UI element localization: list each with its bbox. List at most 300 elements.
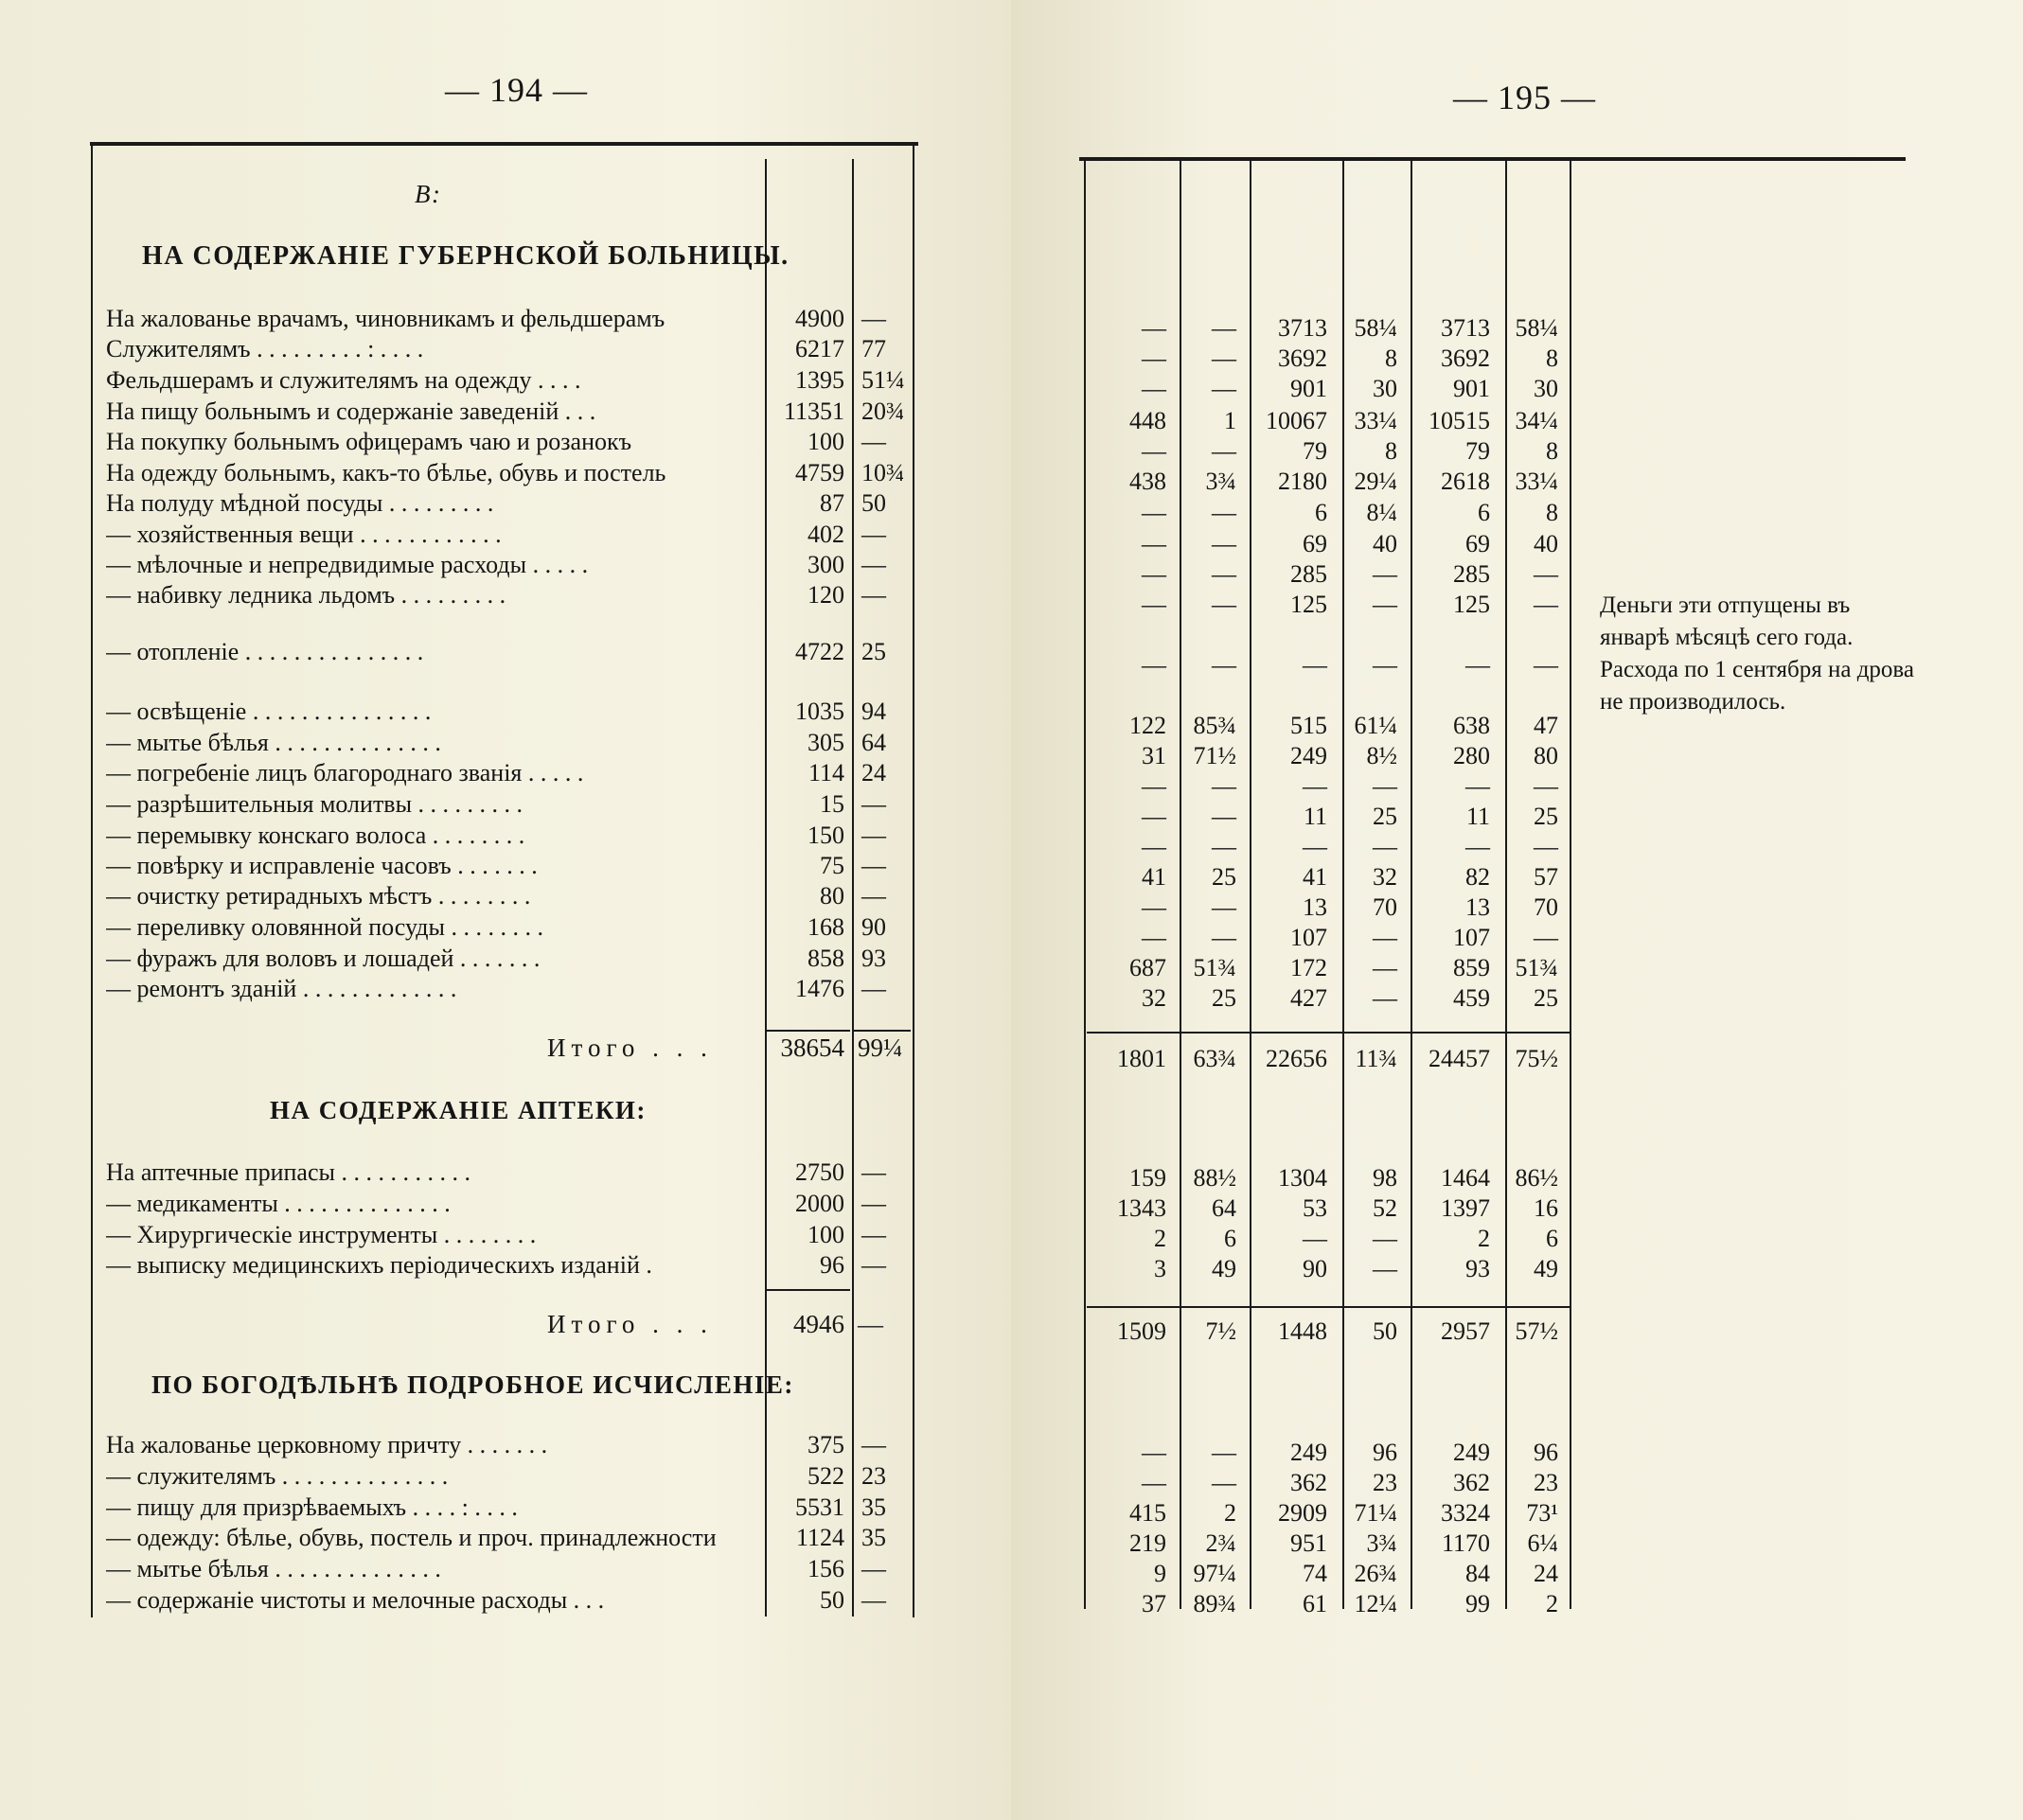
hospital-label: — отопленіе . . . . . . . . . . . . . . .: [106, 638, 424, 665]
col-b-kop: —: [1373, 924, 1397, 951]
col-c-rub: —: [1465, 651, 1490, 679]
hospital-kop: 24: [861, 759, 886, 786]
almshouse-label: — мытье бѣлья . . . . . . . . . . . . . .: [106, 1555, 441, 1582]
col-c-rub: 285: [1453, 560, 1490, 588]
col-a-kop: 71½: [1193, 742, 1236, 769]
total-hospital-kop: 99¼: [858, 1034, 903, 1062]
hospital-rub: 80: [820, 882, 844, 910]
pharmacy-rub: 100: [807, 1221, 844, 1248]
almshouse-label: — служителямъ . . . . . . . . . . . . . .: [106, 1462, 449, 1490]
pharmacy-row: [106, 1219, 911, 1250]
heading-hospital: НА СОДЕРЖАНІЕ ГУБЕРНСКОЙ БОЛЬНИЦЫ.: [142, 241, 790, 271]
hospital-label: На покупку больнымъ офицерамъ чаю и розанокъ: [106, 428, 632, 455]
col-a-kop: —: [1212, 560, 1236, 588]
col-c-rub: 2: [1478, 1225, 1490, 1252]
col-a-kop: 25: [1212, 863, 1236, 891]
col-b-rub: 74: [1303, 1560, 1327, 1587]
hospital-rub: 858: [807, 945, 844, 972]
almshouse-row: [106, 1460, 911, 1492]
col-a-rub: 448: [1129, 407, 1166, 434]
almshouse-label: — одежду: бѣлье, обувь, постель и проч. принадлежности: [106, 1524, 717, 1551]
hospital-row: [106, 911, 911, 943]
col-a-rub: 1509: [1117, 1317, 1166, 1345]
col-a-kop: —: [1212, 437, 1236, 465]
col-c-rub: 69: [1465, 530, 1490, 557]
hospital-label: — ремонтъ зданій . . . . . . . . . . . . .: [106, 975, 457, 1002]
col-b-rub: 249: [1290, 1439, 1327, 1466]
col-b-kop: 96: [1373, 1439, 1397, 1466]
pharmacy-row: [106, 1188, 911, 1219]
col-a-rub: 32: [1142, 984, 1166, 1012]
page-number-left: — 194 —: [445, 71, 588, 109]
col-c-kop: 24: [1534, 1560, 1558, 1587]
almshouse-row: [106, 1584, 911, 1616]
col-a-rub: 41: [1142, 863, 1166, 891]
col-b-rub: —: [1303, 772, 1327, 800]
hospital-row: [106, 696, 911, 727]
col-a-kop: 85¾: [1193, 712, 1236, 739]
col-c-rub: 859: [1453, 954, 1490, 981]
col-b-kop: —: [1373, 954, 1397, 981]
heading-almshouse: ПО БОГОДѢЛЬНѢ ПОДРОБНОЕ ИСЧИСЛЕНІЕ:: [151, 1370, 794, 1399]
col-b-rub: 10067: [1266, 407, 1327, 434]
col-c-kop: 25: [1534, 984, 1558, 1012]
hospital-rub: 4900: [795, 305, 844, 332]
hospital-kop: 64: [861, 729, 886, 756]
col-b-kop: 25: [1373, 803, 1397, 830]
col-b-kop: 58¼: [1354, 314, 1397, 342]
col-b-kop: —: [1373, 651, 1397, 679]
col-b-kop: 3¾: [1366, 1529, 1397, 1557]
col-a-rub: 31: [1142, 742, 1166, 769]
hospital-row: [106, 820, 911, 851]
col-c-kop: 8: [1546, 345, 1558, 372]
col-a-kop: 2: [1224, 1499, 1236, 1527]
col-b-kop: 50: [1373, 1317, 1397, 1345]
col-b-kop: 8: [1385, 437, 1397, 465]
hospital-kop: —: [861, 852, 886, 879]
col-c-rub: 362: [1453, 1469, 1490, 1496]
col-c-kop: 58¼: [1515, 314, 1558, 342]
col-a-rub: 219: [1129, 1529, 1166, 1557]
col-a-kop: 3¾: [1205, 468, 1236, 495]
hospital-rub: 15: [820, 790, 844, 818]
hospital-label: — повѣрку и исправленіе часовъ . . . . . . .: [106, 852, 538, 879]
col-c-rub: 99: [1465, 1590, 1490, 1617]
hospital-row: [106, 396, 911, 427]
col-a-kop: —: [1212, 345, 1236, 372]
col-c-kop: 34¼: [1515, 407, 1558, 434]
right-col-line-6: [1570, 161, 1571, 1609]
hospital-label: На жалованье врачамъ, чиновникамъ и фельдшерамъ: [106, 305, 665, 332]
almshouse-rub: 375: [807, 1431, 844, 1458]
pharmacy-label: — медикаменты . . . . . . . . . . . . . .: [106, 1190, 451, 1217]
col-b-kop: 40: [1373, 530, 1397, 557]
col-a-kop: —: [1212, 499, 1236, 526]
col-a-rub: 438: [1129, 468, 1166, 495]
total-hospital-rub: 38654: [780, 1034, 844, 1062]
col-a-rub: —: [1142, 375, 1166, 402]
col-b-rub: —: [1303, 651, 1327, 679]
col-c-rub: 1170: [1441, 1529, 1490, 1557]
sum-line-1: [767, 1030, 850, 1032]
col-a-rub: —: [1142, 893, 1166, 921]
col-a-kop: 2¾: [1205, 1529, 1236, 1557]
col-c-kop: 23: [1534, 1469, 1558, 1496]
hospital-row: [106, 943, 911, 974]
hospital-kop: —: [861, 551, 886, 578]
col-a-kop: —: [1212, 1439, 1236, 1466]
hospital-label: — переливку оловянной посуды . . . . . . . .: [106, 913, 544, 941]
col-b-kop: 11¾: [1355, 1045, 1397, 1072]
pharmacy-kop: —: [861, 1251, 886, 1279]
col-b-kop: 12¼: [1354, 1590, 1397, 1617]
col-b-rub: 2909: [1278, 1499, 1327, 1527]
col-a-kop: —: [1212, 314, 1236, 342]
col-c-kop: 57½: [1515, 1317, 1558, 1345]
col-b-rub: —: [1303, 833, 1327, 860]
col-a-rub: —: [1142, 833, 1166, 860]
hospital-kop: 94: [861, 698, 886, 725]
hospital-row: [106, 757, 911, 788]
hospital-label: — очистку ретирадныхъ мѣстъ . . . . . . . .: [106, 882, 531, 910]
col-a-rub: —: [1142, 803, 1166, 830]
col-b-rub: 951: [1290, 1529, 1327, 1557]
almshouse-kop: —: [861, 1586, 886, 1614]
almshouse-label: На жалованье церковному причту . . . . . . .: [106, 1431, 548, 1458]
col-a-rub: 3: [1154, 1255, 1166, 1282]
col-b-kop: 33¼: [1354, 407, 1397, 434]
hospital-rub: 1476: [795, 975, 844, 1002]
right-sum-line-1: [1087, 1032, 1570, 1034]
col-c-rub: 3713: [1441, 314, 1490, 342]
hospital-row: [106, 364, 911, 396]
col-b-rub: 172: [1290, 954, 1327, 981]
hospital-kop: 50: [861, 489, 886, 517]
hospital-row: [106, 850, 911, 881]
col-a-rub: —: [1142, 499, 1166, 526]
hospital-kop: —: [861, 428, 886, 455]
hospital-row: [106, 519, 911, 550]
col-c-rub: 125: [1453, 591, 1490, 618]
hospital-kop: 90: [861, 913, 886, 941]
hospital-label: — перемывку конскаго волоса . . . . . . . .: [106, 822, 525, 849]
col-a-kop: 97¼: [1193, 1560, 1236, 1587]
hospital-label: — фуражъ для воловъ и лошадей . . . . . . .: [106, 945, 541, 972]
col-b-rub: 362: [1290, 1469, 1327, 1496]
col-a-rub: 1343: [1117, 1194, 1166, 1222]
almshouse-label: — содержаніе чистоты и мелочные расходы . . .: [106, 1586, 605, 1614]
hospital-rub: 100: [807, 428, 844, 455]
col-b-kop: —: [1373, 772, 1397, 800]
col-c-rub: 84: [1465, 1560, 1490, 1587]
hospital-row: [106, 333, 911, 364]
col-c-rub: 11: [1465, 803, 1490, 830]
col-b-rub: 285: [1290, 560, 1327, 588]
col-b-rub: 53: [1303, 1194, 1327, 1222]
col-c-rub: 2618: [1441, 468, 1490, 495]
col-c-rub: 3324: [1441, 1499, 1490, 1527]
col-c-kop: 8: [1546, 437, 1558, 465]
hospital-rub: 4722: [795, 638, 844, 665]
hospital-row: [106, 727, 911, 758]
col-a-kop: 89¾: [1193, 1590, 1236, 1617]
col-a-kop: 63¾: [1193, 1045, 1236, 1072]
col-b-rub: 427: [1290, 984, 1327, 1012]
col-a-rub: 687: [1129, 954, 1166, 981]
total-pharmacy-rub: 4946: [793, 1310, 844, 1338]
col-b-rub: 3692: [1278, 345, 1327, 372]
almshouse-row: [106, 1522, 911, 1553]
hospital-rub: 75: [820, 852, 844, 879]
almshouse-kop: —: [861, 1431, 886, 1458]
col-b-kop: 8¼: [1366, 499, 1397, 526]
pharmacy-rub: 2000: [795, 1190, 844, 1217]
col-a-rub: —: [1142, 1439, 1166, 1466]
col-a-rub: 122: [1129, 712, 1166, 739]
col-b-rub: 69: [1303, 530, 1327, 557]
col-c-kop: 25: [1534, 803, 1558, 830]
col-b-rub: 515: [1290, 712, 1327, 739]
col-c-rub: 24457: [1429, 1045, 1490, 1072]
col-b-rub: 125: [1290, 591, 1327, 618]
hospital-row: [106, 973, 911, 1004]
almshouse-rub: 156: [807, 1555, 844, 1582]
col-a-kop: 64: [1212, 1194, 1236, 1222]
pharmacy-kop: —: [861, 1158, 886, 1186]
sum-line-2: [767, 1289, 850, 1291]
col-b-kop: 52: [1373, 1194, 1397, 1222]
col-c-kop: 2: [1546, 1590, 1558, 1617]
hospital-label: — освѣщеніе . . . . . . . . . . . . . . .: [106, 698, 432, 725]
hospital-kop: —: [861, 975, 886, 1002]
hospital-label: — хозяйственныя вещи . . . . . . . . . . . .: [106, 521, 502, 548]
almshouse-row: [106, 1553, 911, 1584]
hospital-row: [106, 579, 911, 610]
col-c-kop: 6¼: [1527, 1529, 1558, 1557]
col-a-kop: 1: [1224, 407, 1236, 434]
col-c-kop: 49: [1534, 1255, 1558, 1282]
col-b-rub: 13: [1303, 893, 1327, 921]
col-b-kop: —: [1373, 591, 1397, 618]
col-c-kop: 96: [1534, 1439, 1558, 1466]
col-c-kop: 70: [1534, 893, 1558, 921]
col-c-kop: 80: [1534, 742, 1558, 769]
col-c-kop: 40: [1534, 530, 1558, 557]
almshouse-rub: 5531: [795, 1493, 844, 1521]
col-c-kop: —: [1534, 651, 1558, 679]
col-a-kop: —: [1212, 530, 1236, 557]
col-a-rub: 1801: [1117, 1045, 1166, 1072]
col-c-kop: —: [1534, 833, 1558, 860]
right-border-left: [913, 146, 914, 1617]
left-border: [91, 146, 93, 1617]
pharmacy-label: — Хирургическіе инструменты . . . . . . . .: [106, 1221, 537, 1248]
hospital-label: — мѣлочные и непредвидимые расходы . . . . .: [106, 551, 589, 578]
col-b-rub: 3713: [1278, 314, 1327, 342]
col-b-kop: —: [1373, 1255, 1397, 1282]
almshouse-rub: 50: [820, 1586, 844, 1614]
hospital-rub: 114: [807, 759, 844, 786]
col-c-kop: —: [1534, 560, 1558, 588]
pharmacy-rub: 2750: [795, 1158, 844, 1186]
total-hospital-label: Итого . . .: [547, 1034, 713, 1062]
hospital-rub: 305: [807, 729, 844, 756]
col-c-kop: 75½: [1515, 1045, 1558, 1072]
hospital-row: [106, 457, 911, 488]
col-c-rub: 280: [1453, 742, 1490, 769]
col-a-kop: 49: [1212, 1255, 1236, 1282]
side-note: Деньги эти отпущены въ январѣ мѣсяцѣ сего года. Расхода по 1 сентября на дрова не производилось.: [1600, 592, 1914, 715]
almshouse-rub: 1124: [795, 1524, 844, 1551]
col-c-rub: 2957: [1441, 1317, 1490, 1345]
col-b-kop: 30: [1373, 375, 1397, 402]
col-b-kop: 8: [1385, 345, 1397, 372]
col-c-rub: 901: [1453, 375, 1490, 402]
col-c-kop: 16: [1534, 1194, 1558, 1222]
almshouse-kop: 35: [861, 1524, 886, 1551]
col-c-kop: —: [1534, 772, 1558, 800]
almshouse-rub: 522: [807, 1462, 844, 1490]
hospital-kop: 93: [861, 945, 886, 972]
hospital-kop: —: [861, 521, 886, 548]
pharmacy-label: На аптечные припасы . . . . . . . . . . .: [106, 1158, 470, 1186]
sum-line-1b: [854, 1030, 911, 1032]
col-a-kop: —: [1212, 893, 1236, 921]
col-b-kop: —: [1373, 1225, 1397, 1252]
col-c-rub: 249: [1453, 1439, 1490, 1466]
col-b-kop: 61¼: [1354, 712, 1397, 739]
col-a-kop: 51¾: [1193, 954, 1236, 981]
col-c-kop: 47: [1534, 712, 1558, 739]
col-b-kop: 23: [1373, 1469, 1397, 1496]
hospital-label: На полуду мѣдной посуды . . . . . . . . .: [106, 489, 494, 517]
col-a-rub: —: [1142, 314, 1166, 342]
col-c-kop: 57: [1534, 863, 1558, 891]
total-pharmacy-label: Итого . . .: [547, 1310, 713, 1338]
hospital-kop: 77: [861, 335, 886, 362]
col-c-rub: 1397: [1441, 1194, 1490, 1222]
section-letter: В:: [415, 180, 442, 208]
hospital-kop: 20¾: [861, 398, 905, 425]
hospital-rub: 6217: [795, 335, 844, 362]
almshouse-row: [106, 1492, 911, 1523]
col-b-kop: 71¼: [1354, 1499, 1397, 1527]
col-c-kop: 86½: [1515, 1164, 1558, 1192]
col-c-rub: 107: [1453, 924, 1490, 951]
col-a-rub: 37: [1142, 1590, 1166, 1617]
hospital-row: [106, 426, 911, 457]
col-b-rub: 1304: [1278, 1164, 1327, 1192]
col-c-rub: 82: [1465, 863, 1490, 891]
col-c-rub: 93: [1465, 1255, 1490, 1282]
col-b-rub: 11: [1303, 803, 1327, 830]
top-rule-right: [1079, 157, 1906, 161]
hospital-rub: 150: [807, 822, 844, 849]
col-a-rub: —: [1142, 437, 1166, 465]
col-c-kop: 30: [1534, 375, 1558, 402]
col-a-kop: —: [1212, 833, 1236, 860]
col-a-kop: —: [1212, 375, 1236, 402]
col-a-rub: 415: [1129, 1499, 1166, 1527]
col-a-kop: —: [1212, 591, 1236, 618]
hospital-row: [106, 549, 911, 580]
col-c-kop: 73¹: [1526, 1499, 1558, 1527]
col-b-rub: 249: [1290, 742, 1327, 769]
hospital-label: Фельдшерамъ и служителямъ на одежду . . . .: [106, 366, 581, 394]
col-c-kop: —: [1534, 591, 1558, 618]
hospital-rub: 168: [807, 913, 844, 941]
hospital-rub: 4759: [795, 459, 844, 486]
col-c-rub: 638: [1453, 712, 1490, 739]
col-a-kop: —: [1212, 651, 1236, 679]
almshouse-kop: 23: [861, 1462, 886, 1490]
col-c-rub: 1464: [1441, 1164, 1490, 1192]
col-a-rub: —: [1142, 772, 1166, 800]
col-a-rub: —: [1142, 591, 1166, 618]
hospital-rub: 300: [807, 551, 844, 578]
hospital-kop: —: [861, 305, 886, 332]
hospital-row: [106, 487, 911, 519]
col-c-rub: 6: [1478, 499, 1490, 526]
col-c-rub: 13: [1465, 893, 1490, 921]
top-rule-left: [90, 142, 918, 146]
col-a-kop: 25: [1212, 984, 1236, 1012]
col-b-kop: 32: [1373, 863, 1397, 891]
col-b-rub: 1448: [1278, 1317, 1327, 1345]
hospital-rub: 11351: [783, 398, 844, 425]
col-c-rub: —: [1465, 833, 1490, 860]
hospital-label: — погребеніе лицъ благороднаго званія . . . . .: [106, 759, 584, 786]
col-a-rub: —: [1142, 924, 1166, 951]
page-number-right: — 195 —: [1453, 79, 1596, 116]
col-b-kop: —: [1373, 833, 1397, 860]
col-a-rub: —: [1142, 345, 1166, 372]
pharmacy-row: [106, 1157, 911, 1188]
almshouse-label: — пищу для призрѣваемыхъ . . . . : . . . .: [106, 1493, 518, 1521]
almshouse-row: [106, 1429, 911, 1460]
hospital-label: — разрѣшительныя молитвы . . . . . . . . .: [106, 790, 523, 818]
col-a-kop: —: [1212, 924, 1236, 951]
total-pharmacy-kop: —: [858, 1310, 883, 1338]
hospital-row: [106, 788, 911, 820]
hospital-kop: —: [861, 822, 886, 849]
col-c-rub: 3692: [1441, 345, 1490, 372]
hospital-rub: 402: [807, 521, 844, 548]
pharmacy-row: [106, 1249, 911, 1281]
hospital-rub: 1035: [795, 698, 844, 725]
hospital-kop: 10¾: [861, 459, 905, 486]
col-b-rub: 901: [1290, 375, 1327, 402]
col-a-kop: 7½: [1205, 1317, 1236, 1345]
hospital-row: [106, 880, 911, 911]
col-a-rub: —: [1142, 560, 1166, 588]
hospital-rub: 120: [807, 581, 844, 609]
col-a-rub: 159: [1129, 1164, 1166, 1192]
col-c-kop: 33¼: [1515, 468, 1558, 495]
col-b-kop: 98: [1373, 1164, 1397, 1192]
hospital-rub: 1395: [795, 366, 844, 394]
col-b-rub: 107: [1290, 924, 1327, 951]
col-b-kop: —: [1373, 984, 1397, 1012]
col-b-kop: 29¼: [1354, 468, 1397, 495]
col-b-kop: 70: [1373, 893, 1397, 921]
heading-pharmacy: НА СОДЕРЖАНІЕ АПТЕКИ:: [270, 1096, 647, 1124]
col-c-rub: 10515: [1429, 407, 1490, 434]
pharmacy-rub: 96: [820, 1251, 844, 1279]
col-b-kop: —: [1373, 560, 1397, 588]
col-a-kop: —: [1212, 772, 1236, 800]
